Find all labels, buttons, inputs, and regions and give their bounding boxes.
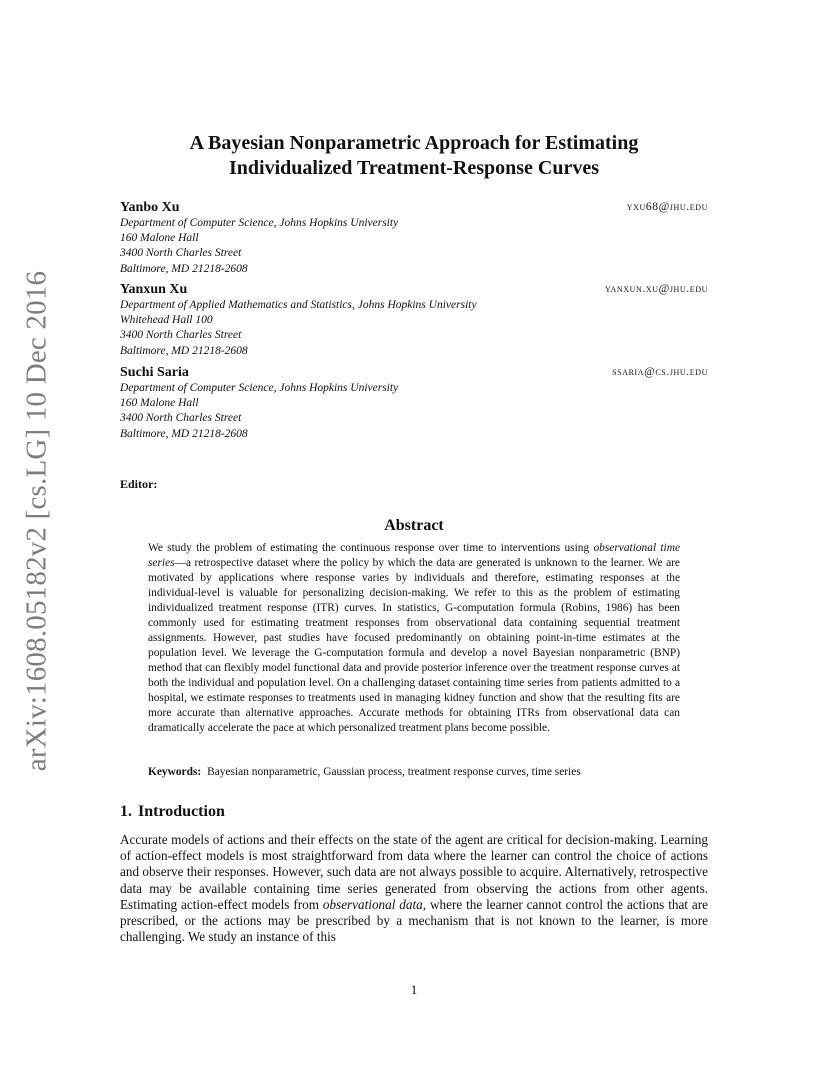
abstract-lead: We study the problem of estimating the continuous response over time to interventions using: [148, 542, 590, 554]
affiliation-line: Baltimore, MD 21218-2608: [120, 344, 248, 357]
paper-title: [120, 131, 708, 181]
affiliation-line: 160 Malone Hall: [120, 232, 199, 245]
author-email[interactable]: yxu68@jhu.edu: [626, 201, 708, 213]
abstract-emphasis: observational time series: [148, 542, 680, 569]
keywords-text: Bayesian nonparametric, Gaussian process, treatment response curves, time series: [207, 766, 581, 778]
intro-emphasis: observational data: [322, 896, 423, 912]
abstract-rest: —a retrospective dataset where the policy by which the data are generated is unknown to the learner. We are motivated by applications where response varies by individuals and therefore, estimating responses at the individual-level is valuable for personalizing decision-making. We refer to this as the problem of estimating individualized treatment response (ITR) curves. In statistics, G-computation formula (Robins, 1986) has been commonly used for estimating treatment responses from observational data containing sequential treatment assignments. However, past studies have focused predominantly on obtaining point-in-time estimates at the population level. We leverage the G-computation formula and develop a novel Bayesian nonparametric (BNP) method that can flexibly model functional data and provide posterior inference over the treatment response curves at both the individual and population level. On a challenging dataset containing time series from patients admitted to a hospital, we estimate responses to treatments used in managing kidney function and show that the resulting fits are more accurate than alternative approaches. Accurate methods for obtaining ITRs from observational data can dramatically accelerate the pace at which personalized treatment plans become possible.: [148, 557, 680, 734]
author-block-1: [120, 200, 708, 277]
title-line-1: A Bayesian Nonparametric Approach for Estimating: [189, 132, 639, 154]
keywords-label: Keywords:: [148, 766, 202, 778]
page-number: 1: [410, 982, 418, 997]
author-name: Suchi Saria: [120, 365, 189, 380]
keywords: [148, 765, 680, 780]
section-title: Introduction: [138, 803, 225, 820]
author-email[interactable]: yanxun.xu@jhu.edu: [605, 283, 708, 295]
affiliation-line: 160 Malone Hall: [120, 397, 199, 410]
affiliation-line: Baltimore, MD 21218-2608: [120, 427, 248, 440]
author-affiliation: [120, 298, 708, 359]
abstract-text: [148, 541, 680, 736]
abstract-heading: Abstract: [384, 517, 444, 534]
section-number: 1.: [120, 803, 132, 820]
arxiv-identifier-margin: [0, 0, 56, 1072]
introduction-paragraph: [120, 832, 708, 945]
affiliation-line: Whitehead Hall 100: [120, 314, 213, 327]
author-affiliation: [120, 381, 708, 442]
author-affiliation: [120, 216, 708, 277]
editor-label: Editor:: [120, 477, 158, 491]
intro-part-1: Accurate models of actions and their effects on the state of the agent are critical for decision-making. Learning of action-effect models is most straightforward from data where the learner can control the choice of actions and observe their responses. However, such data are not always possible to acquire. Alternatively, retrospective data may be available containing time series generated from observing the actions from other agents. Estimating action-effect models from: [120, 832, 708, 912]
affiliation-line: Department of Applied Mathematics and Statistics, Johns Hopkins University: [120, 299, 477, 311]
author-block-2: [120, 282, 708, 359]
arxiv-identifier: arXiv:1608.05182v2 [cs.LG] 10 Dec 2016: [20, 270, 53, 772]
author-name: Yanxun Xu: [120, 282, 188, 297]
affiliation-line: 3400 North Charles Street: [120, 329, 242, 342]
affiliation-line: 3400 North Charles Street: [120, 247, 242, 260]
author-email[interactable]: ssaria@cs.jhu.edu: [612, 366, 708, 378]
affiliation-line: Department of Computer Science, Johns Hopkins University: [120, 217, 399, 229]
author-name: Yanbo Xu: [120, 200, 180, 215]
title-line-2: Individualized Treatment-Response Curves: [228, 157, 600, 179]
intro-part-2: , where the learner cannot control the actions that are prescribed, or the actions may be prescribed by a mechanism that is not known to the learner, is more challenging. We study an instance of this: [120, 896, 708, 945]
affiliation-line: 3400 North Charles Street: [120, 412, 242, 425]
affiliation-line: Baltimore, MD 21218-2608: [120, 262, 248, 275]
affiliation-line: Department of Computer Science, Johns Hopkins University: [120, 382, 399, 394]
section-heading: [120, 803, 225, 821]
author-block-3: [120, 365, 708, 442]
